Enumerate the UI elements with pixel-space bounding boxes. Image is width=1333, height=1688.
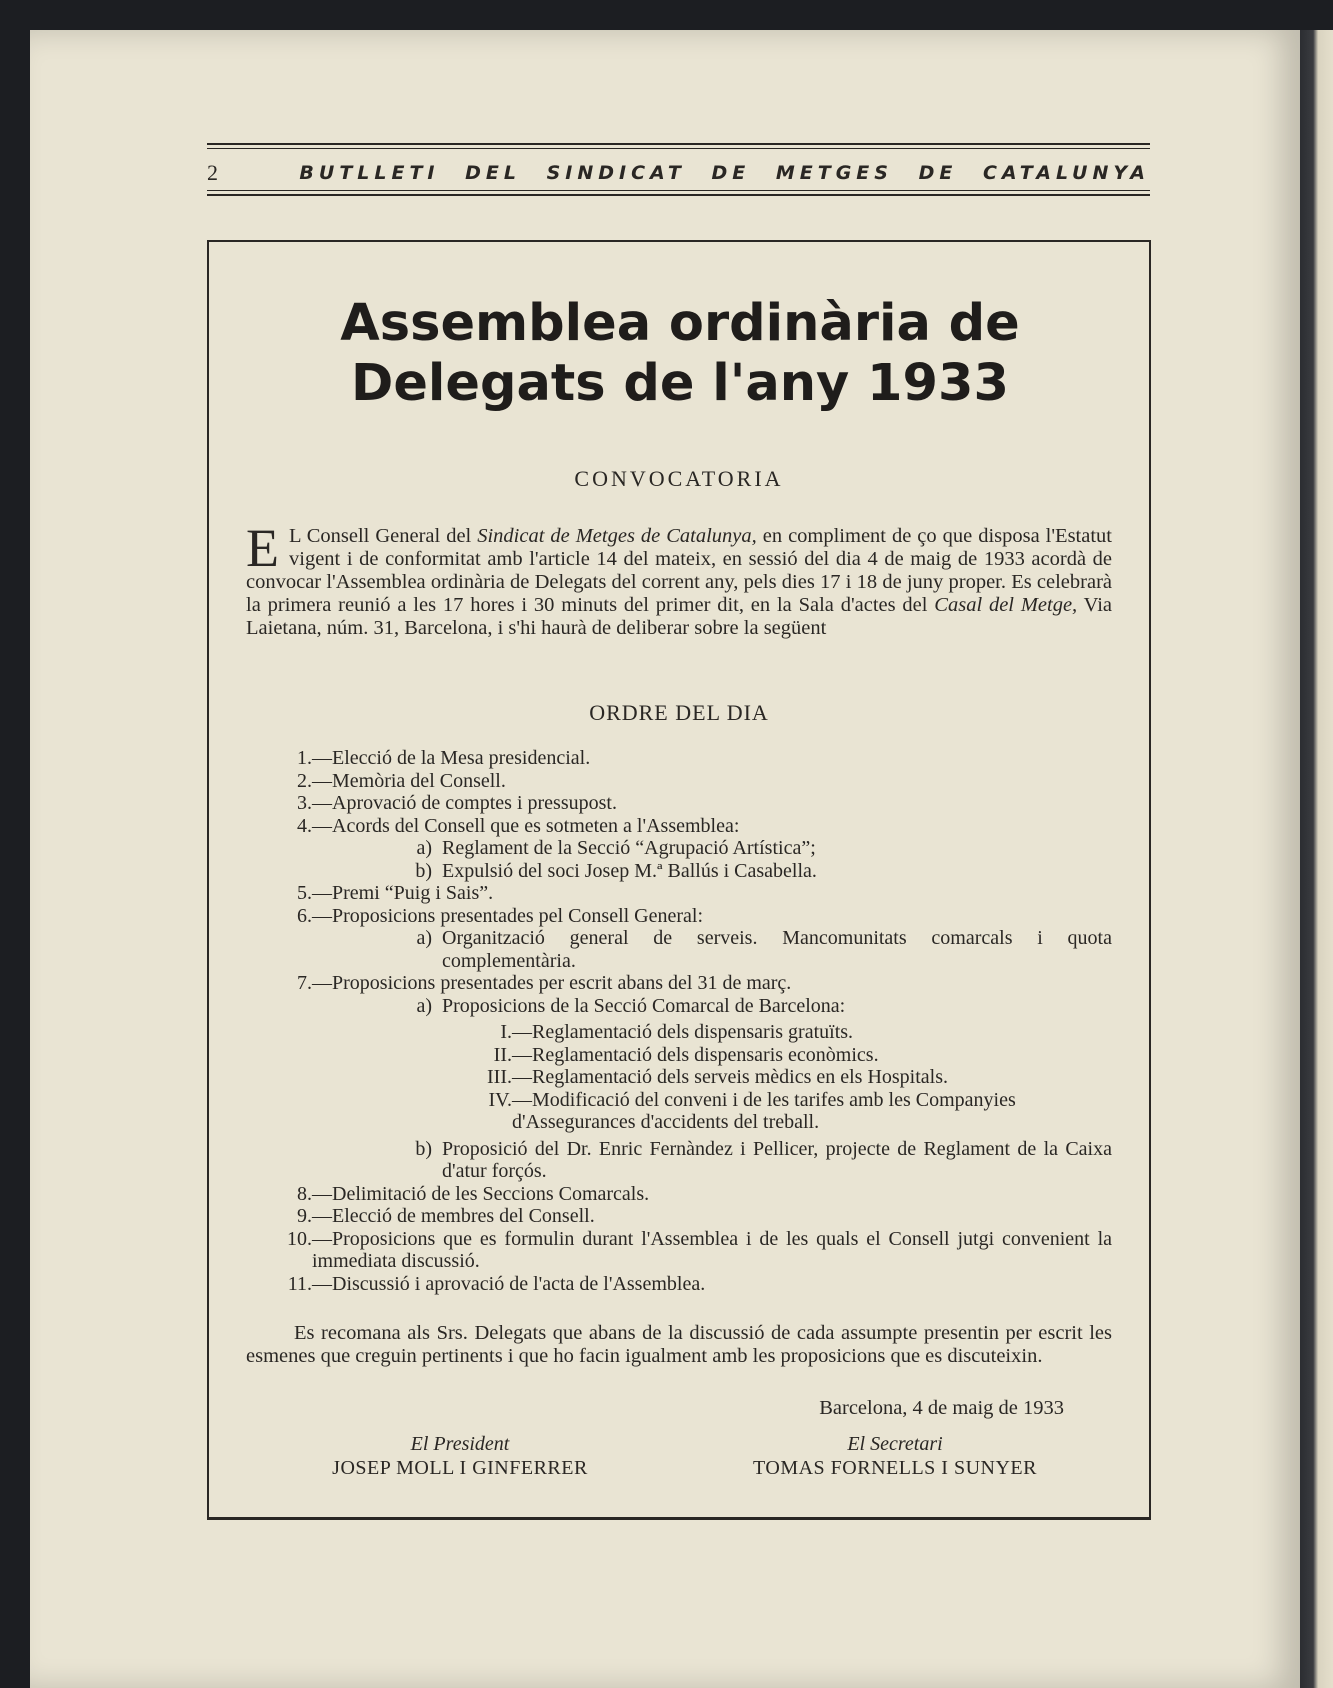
header-rule-bottom-1 <box>207 190 1150 191</box>
president-name: JOSEP MOLL I GINFERRER <box>332 1457 588 1479</box>
agenda-subitem-letter: a) <box>416 994 432 1017</box>
agenda-item-text: —Discussió i aprovació de l'acta de l'Assemblea. <box>312 1272 706 1295</box>
intro-text-3: Via Laietana, núm. 31, Barcelona, i s'hi haurà de deliberar sobre la següent <box>246 594 1112 639</box>
header-rule-top-2 <box>207 148 1150 149</box>
intro-text-2: en compliment de ço que disposa l'Estatut vigent i de conformitat amb l'article 14 del mateix, en sessió del dia 4 de maig de 1933 acordà de convocar l'Assemblea ordinària de Delegats del corrent any, pels dies 17 i 18 de juny proper. Es celebrarà la primera reunió a les 17 hores i 30 minuts del primer dit, en la Sala d'actes del <box>246 525 1112 616</box>
agenda-item <box>246 792 1112 815</box>
agenda-subsubitem-numeral: III. <box>487 1066 512 1088</box>
agenda-item <box>246 905 1112 928</box>
agenda-item-text: —Proposicions presentades pel Consell General: <box>312 904 704 927</box>
agenda-item-number: 1. <box>297 747 312 769</box>
secretary-name: TOMAS FORNELLS I SUNYER <box>753 1457 1037 1479</box>
president-signature <box>290 1432 630 1480</box>
running-header <box>207 158 1150 188</box>
agenda-item-number: 3. <box>297 792 312 814</box>
title-line-2: Delegats de l'any 1933 <box>350 354 1010 413</box>
intro-emphasis-1: Sindicat de Metges de Catalunya, <box>477 525 757 547</box>
article-title <box>300 294 1060 414</box>
agenda-subitem-letter: a) <box>416 927 432 949</box>
agenda-subsubitem <box>246 1066 1112 1089</box>
agenda-subsubitem <box>246 1044 1112 1067</box>
agenda-subitem-letter: a) <box>416 837 432 859</box>
agenda-subitem-text: Proposició del Dr. Enric Fernàndez i Pellicer, projecte de Reglament de la Caixa d'atur forçós. <box>442 1137 1112 1182</box>
agenda-subitem-letter: b) <box>415 859 432 882</box>
agenda-item-text: —Acords del Consell que es sotmeten a l'Assemblea: <box>312 814 740 837</box>
recommendation-paragraph: Es recomana als Srs. Delegats que abans de la discussió de cada assumpte presentin per escrit les esmenes que creguin pertinents i que ho facin igualment amb les proposicions que es discuteixin. <box>246 1322 1112 1367</box>
agenda-item-text: —Delimitació de les Seccions Comarcals. <box>312 1182 650 1205</box>
agenda-item-text: —Proposicions presentades per escrit abans del 31 de març. <box>312 972 792 994</box>
agenda-subsubitem-text: —Reglamentació dels dispensaris gratuïts. <box>512 1021 854 1043</box>
agenda-item <box>246 815 1112 838</box>
agenda-item <box>246 972 1112 995</box>
agenda-item-number: 2. <box>297 769 312 792</box>
agenda-subitem-text: Organització general de serveis. Mancomunitats comarcals i quota complementària. <box>442 927 1112 972</box>
agenda-item-number: 8. <box>297 1182 312 1205</box>
agenda-subitem-text: Expulsió del soci Josep M.ª Ballús i Casabella. <box>442 859 817 882</box>
agenda-subsubitem-numeral: IV. <box>488 1088 512 1111</box>
dateline: Barcelona, 4 de maig de 1933 <box>819 1397 1064 1419</box>
agenda-item <box>246 770 1112 793</box>
secretary-role: El Secretari <box>847 1433 943 1455</box>
agenda-item <box>246 1273 1112 1296</box>
agenda-item-number: 11. <box>287 1272 312 1295</box>
title-line-1: Assemblea ordinària de <box>340 294 1020 353</box>
convocation-heading: CONVOCATORIA <box>574 466 784 491</box>
agenda-subitem-text: Reglament de la Secció “Agrupació Artística”; <box>442 837 816 859</box>
header-rule-bottom-2 <box>207 194 1150 196</box>
agenda-subsubitem <box>246 1021 1112 1044</box>
header-rule-top-1 <box>207 143 1150 145</box>
intro-emphasis-2: Casal del Metge, <box>934 594 1078 616</box>
agenda-subitem <box>246 1138 1112 1183</box>
agenda-item <box>246 1183 1112 1206</box>
agenda-item-text: —Memòria del Consell. <box>312 769 506 792</box>
journal-title: BUTLLETI DEL SINDICAT DE METGES DE CATALUNYA <box>299 162 1150 184</box>
agenda-item-text: —Elecció de membres del Consell. <box>312 1205 595 1227</box>
agenda-subitem-text: Proposicions de la Secció Comarcal de Barcelona: <box>442 994 846 1017</box>
agenda-item-text: —Premi “Puig i Sais”. <box>312 882 494 904</box>
agenda-item <box>246 747 1112 770</box>
agenda-item-number: 4. <box>297 814 312 837</box>
intro-paragraph <box>246 518 1112 640</box>
agenda-item-number: 6. <box>297 904 312 927</box>
agenda-item-text: —Proposicions que es formulin durant l'Assemblea i de les quals el Consell jutgi convenient la immediata discussió. <box>312 1227 1112 1272</box>
agenda-item-number: 7. <box>297 972 312 994</box>
agenda-item-number: 9. <box>297 1205 312 1227</box>
agenda-subsubitem-numeral: I. <box>500 1021 512 1043</box>
agenda-subitem <box>246 995 1112 1018</box>
agenda-item-text: —Aprovació de comptes i pressupost. <box>312 792 617 814</box>
agenda-subitem <box>246 927 1112 972</box>
agenda-subsubitem-text: —Modificació del conveni i de les tarifes amb les Companyies d'Assegurances d'accidents del treball. <box>512 1088 1016 1133</box>
agenda-subitem-letter: b) <box>415 1137 432 1160</box>
agenda-subitem <box>246 860 1112 883</box>
agenda-item-text: —Elecció de la Mesa presidencial. <box>312 747 591 769</box>
agenda-subitem <box>246 837 1112 860</box>
intro-text-1: L Consell General del <box>289 525 478 547</box>
secretary-signature <box>720 1432 1070 1480</box>
agenda-list <box>246 747 1112 1295</box>
agenda-subsubitem <box>246 1089 1112 1134</box>
agenda-subsubitem-text: —Reglamentació dels dispensaris econòmics. <box>512 1043 879 1066</box>
agenda-item-number: 10. <box>287 1227 312 1250</box>
agenda-item <box>246 1228 1112 1273</box>
agenda-item-number: 5. <box>297 882 312 904</box>
agenda-subsubitem-text: —Reglamentació dels serveis mèdics en els Hospitals. <box>512 1066 949 1088</box>
agenda-item <box>246 1205 1112 1228</box>
agenda-heading: ORDRE DEL DIA <box>589 700 769 725</box>
agenda-subsubitem-numeral: II. <box>493 1043 512 1066</box>
drop-cap: E <box>246 518 279 578</box>
president-role: El President <box>410 1433 510 1455</box>
agenda-item <box>246 882 1112 905</box>
page-number: 2 <box>207 160 218 185</box>
book-gutter <box>1300 30 1333 1688</box>
